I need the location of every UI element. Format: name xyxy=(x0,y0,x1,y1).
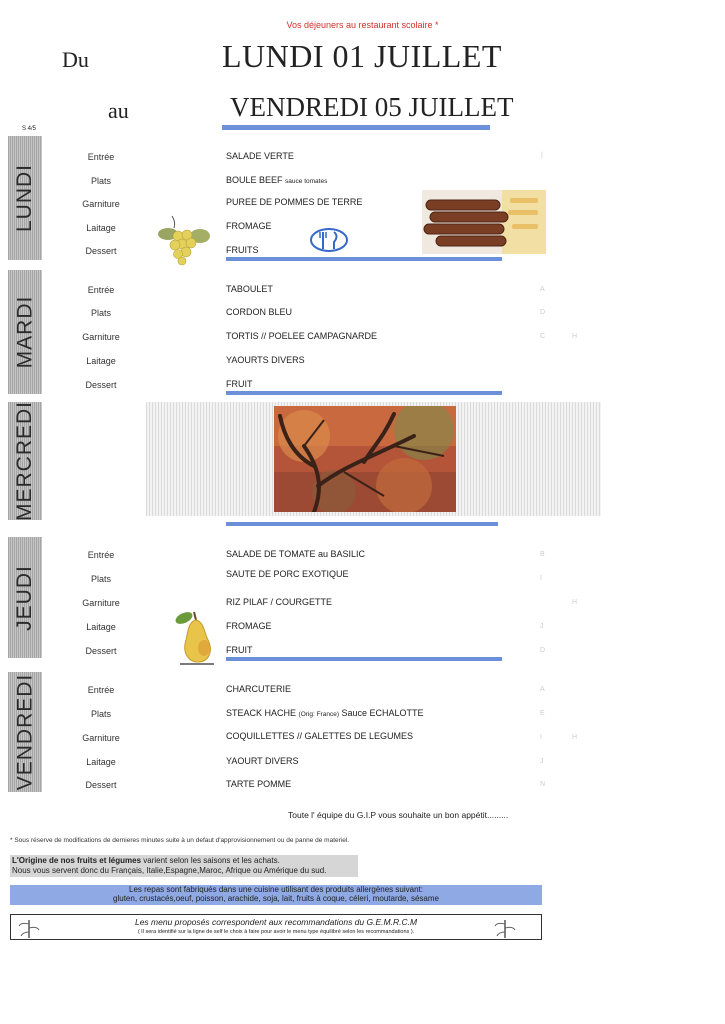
origin-bold: L'Origine de nos fruits et légumes xyxy=(12,856,142,865)
day-divider xyxy=(226,391,502,395)
allergen-code: H xyxy=(572,333,578,340)
row-label: Laitage xyxy=(86,757,116,767)
row-label: Garniture xyxy=(82,733,120,743)
row-label: Laitage xyxy=(86,356,116,366)
row-label: Plats xyxy=(90,709,111,719)
allergen-code: B xyxy=(540,551,545,558)
menu-item: STEACK HACHE (Orig: France) Sauce ECHALOTTE xyxy=(226,708,424,718)
bamboo-icon-left xyxy=(17,918,41,938)
autumn-tree-photo xyxy=(274,406,456,512)
menu-item: RIZ PILAF / COURGETTE xyxy=(226,597,333,607)
allergen-code: D xyxy=(540,309,546,316)
menu-item: FROMAGE xyxy=(226,221,272,231)
pear-icon xyxy=(172,608,220,666)
menu-item: CORDON BLEU xyxy=(226,307,293,317)
week-label: S 4/5 xyxy=(22,126,37,132)
menu-item: BOULE BEEF sauce tomates xyxy=(226,175,328,185)
gem-line2: ( Il sera identifié sur la ligne de self le choix à faire pour avoir le menu type équilibré selon les recommandations ). xyxy=(137,929,415,935)
menu-item: SAUTE DE PORC EXOTIQUE xyxy=(226,569,349,579)
allergen-code: N xyxy=(540,781,546,788)
day-bar-jeudi: JEUDI xyxy=(8,537,42,658)
allergen-code: I xyxy=(540,734,542,741)
menu-item: PUREE DE POMMES DE TERRE xyxy=(226,197,363,207)
grapes-icon xyxy=(158,214,212,266)
menu-item: TABOULET xyxy=(226,284,273,294)
allergen-code: D xyxy=(540,647,546,654)
sausages-photo xyxy=(422,190,546,254)
row-label: Dessert xyxy=(85,380,117,390)
bamboo-icon-right xyxy=(493,918,517,938)
menu-item: SALADE DE TOMATE au BASILIC xyxy=(226,549,366,559)
menu-item: YAOURT DIVERS xyxy=(226,756,299,766)
row-label: Dessert xyxy=(85,646,117,656)
menu-item: TARTE POMME xyxy=(226,779,292,789)
row-label: Entrée xyxy=(87,685,115,695)
menu-item: CHARCUTERIE xyxy=(226,684,292,694)
row-label: Entrée xyxy=(87,285,115,295)
au-label: au xyxy=(108,98,129,123)
allergen-code: A xyxy=(540,286,545,293)
page-subtitle: Vos déjeuners au restaurant scolaire * xyxy=(286,20,439,30)
origin-rest: varient selon les saisons et les achats. xyxy=(141,856,280,865)
day-bar-vendredi: VENDREDI xyxy=(8,672,42,792)
row-label: Dessert xyxy=(85,246,117,256)
allergen-code: J xyxy=(540,758,544,765)
day-bar-lundi: LUNDI xyxy=(8,136,42,260)
row-label: Entrée xyxy=(87,152,115,162)
day-divider xyxy=(226,522,498,526)
menu-item: SALADE VERTE xyxy=(226,151,294,161)
end-date: VENDREDI 05 JUILLET xyxy=(230,92,514,122)
menu-item: FRUIT xyxy=(226,645,253,655)
cutlery-icon xyxy=(307,227,351,253)
day-divider xyxy=(226,657,502,661)
allergen-code: A xyxy=(540,686,545,693)
allergen-code: H xyxy=(572,734,578,741)
row-label: Dessert xyxy=(85,780,117,790)
du-label: Du xyxy=(62,47,89,72)
day-divider xyxy=(226,257,502,261)
reserve-note: * Sous réserve de modifications de dernieres minutes suite à un defaut d'approvisionnement ou de panne de materiel. xyxy=(10,837,350,844)
allergen-line1: Les repas sont fabriqués dans une cuisine utilisant des produits allergènes suivant: xyxy=(129,885,423,894)
menu-item: TORTIS // POELEE CAMPAGNARDE xyxy=(226,331,378,341)
row-label: Laitage xyxy=(86,223,116,233)
gem-line1: Les menu proposés correspondent aux recommandations du G.E.M.R.C.M xyxy=(134,917,418,927)
bon-appetit-message: Toute l' équipe du G.I.P vous souhaite un bon appétit......... xyxy=(288,810,509,820)
row-label: Plats xyxy=(90,574,111,584)
origin-box xyxy=(10,855,358,877)
origin-line2: Nous vous servent donc du Français, Italie,Espagne,Maroc, Afrique ou Amérique du sud. xyxy=(12,866,327,875)
allergen-box xyxy=(10,885,542,905)
row-label: Plats xyxy=(90,308,111,318)
allergen-code: I xyxy=(540,575,542,582)
row-label: Garniture xyxy=(82,199,120,209)
start-date: LUNDI 01 JUILLET xyxy=(222,38,502,74)
menu-item: COQUILLETTES // GALETTES DE LEGUMES xyxy=(226,731,414,741)
row-label: Laitage xyxy=(86,622,116,632)
day-bar-mardi: MARDI xyxy=(8,270,42,394)
row-label: Garniture xyxy=(82,332,120,342)
menu-item: FRUIT xyxy=(226,379,253,389)
row-label: Plats xyxy=(90,176,111,186)
gemrcm-box xyxy=(10,914,542,940)
allergen-code: J xyxy=(540,623,544,630)
row-label: Garniture xyxy=(82,598,120,608)
allergen-code: C xyxy=(540,333,546,340)
allergen-code: E xyxy=(540,710,545,717)
allergen-line2: gluten, crustacés,oeuf, poisson, arachide, soja, lait, fruits à coque, céleri, moutarde, sésame xyxy=(113,894,439,903)
menu-item: FRUITS xyxy=(226,245,259,255)
header-divider xyxy=(222,125,490,130)
code: | xyxy=(541,152,543,159)
day-bar-mercredi: MERCREDI xyxy=(8,402,42,520)
menu-item: YAOURTS DIVERS xyxy=(226,355,305,365)
menu-item: FROMAGE xyxy=(226,621,272,631)
allergen-code: H xyxy=(572,599,578,606)
row-label: Entrée xyxy=(87,550,115,560)
